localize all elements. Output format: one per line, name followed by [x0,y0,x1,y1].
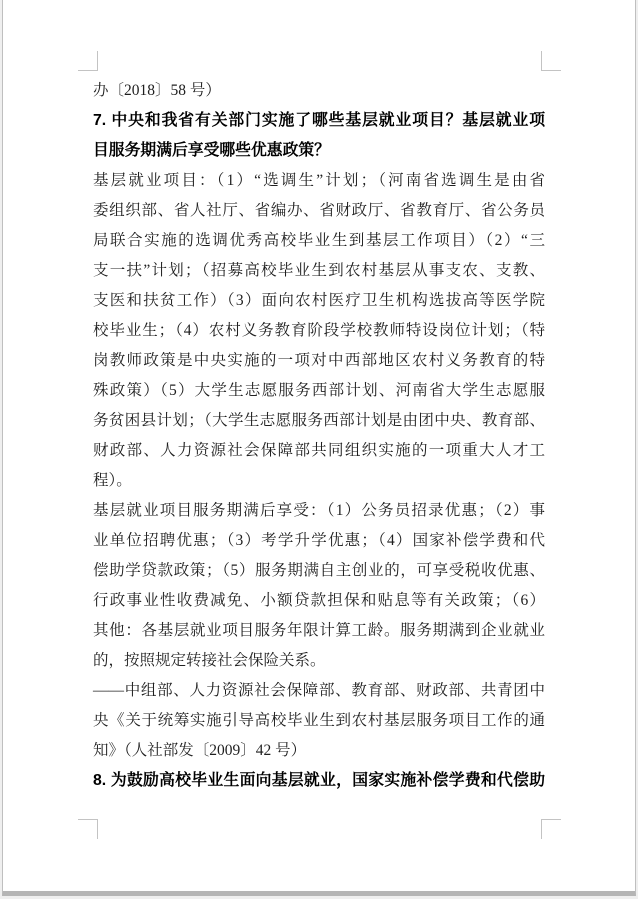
document-page [2,0,636,896]
heading-line: 目服务期满后享受哪些优惠政策？ [93,142,330,159]
crop-mark-bottom-right-icon [541,819,561,839]
document-text [93,76,545,796]
body-line: 基层就业项目：（1）“选调生”计划；（河南省选调生是由省 [93,172,545,189]
body-line: 殊政策）（5）大学生志愿服务西部计划、河南省大学生志愿服 [93,382,545,399]
crop-mark-bottom-left-icon [78,819,98,839]
body-line: 基层就业项目服务期满后享受：（1）公务员招录优惠；（2）事 [93,502,545,519]
crop-mark-top-right-icon [541,51,561,71]
body-line: 支一扶”计划；（招募高校毕业生到农村基层从事支农、支教、 [93,262,545,279]
body-line: 偿助学贷款政策；（5）服务期满自主创业的，可享受税收优惠、 [93,562,545,579]
body-line: 业单位招聘优惠；（3）考学升学优惠；（4）国家补偿学费和代 [93,532,545,549]
body-line: 校毕业生；（4）农村义务教育阶段学校教师特设岗位计划；（特 [93,322,545,339]
body-line: 务贫困县计划；（大学生志愿服务西部计划是由团中央、教育部、 [93,412,545,429]
body-line: 支医和扶贫工作）（3）面向农村医疗卫生机构选拔高等医学院 [93,292,545,309]
crop-mark-top-left-icon [78,51,98,71]
body-line: 其他：各基层就业项目服务年限计算工龄。服务期满到企业就业 [93,622,545,639]
body-line: 央《关于统筹实施引导高校毕业生到农村基层服务项目工作的通 [93,712,545,729]
heading-line: 7. 中央和我省有关部门实施了哪些基层就业项目？基层就业项 [93,112,545,129]
body-line: 行政事业性收费减免、小额贷款担保和贴息等有关政策；（6） [93,592,545,609]
body-line: 程）。 [93,472,132,489]
body-line: 办〔2018〕58 号） [93,82,221,99]
body-line: 委组织部、省人社厅、省编办、省财政厅、省教育厅、省公务员 [93,202,545,219]
body-line: 财政部、人力资源社会保障部共同组织实施的一项重大人才工 [93,442,545,459]
body-line: 岗教师政策是中央实施的一项对中西部地区农村义务教育的特 [93,352,545,369]
body-line: 知》（人社部发〔2009〕42 号） [93,742,307,759]
body-line: 的，按照规定转接社会保险关系。 [93,652,326,669]
body-line: ——中组部、人力资源社会保障部、教育部、财政部、共青团中 [93,682,545,699]
body-line: 局联合实施的选调优秀高校毕业生到基层工作项目）（2）“三 [93,232,545,249]
heading-line: 8. 为鼓励高校毕业生面向基层就业，国家实施补偿学费和代偿助 [93,772,545,789]
